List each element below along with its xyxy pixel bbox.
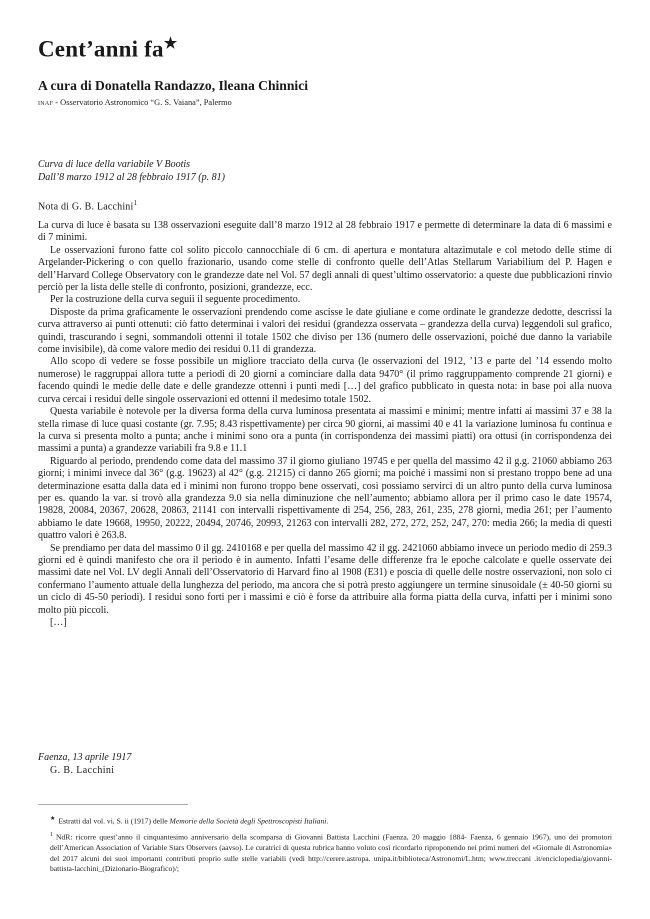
paragraph: Le osservazioni furono fatte col solito piccolo cannocchiale di 6 cm. di apertura e montatura altazimutale e col metodo delle stime di Argelander-Pickering o con quello frazionario, usando come stelle di confronto quelle dell’Atlas Stellarum Variabilium del P. Hagen e dell’Harvard College Observatory con le grandezze date nel Vol. 57 degli annali di quest’ultimo osservatorio: a queste due pubblicazioni rinvio perciò per la lista delle stelle di confronto, posizioni, grandezze, ecc.: [38, 244, 612, 294]
article-body: [38, 220, 612, 629]
paragraph: La curva di luce è basata su 138 osservazioni eseguite dall’8 marzo 1912 al 28 febbraio 1917 e permette di determinare la data di 6 massimi e di 7 minimi.: [38, 220, 612, 244]
article-date-range: Dall’8 marzo 1912 al 28 febbraio 1917 (p. 81): [38, 172, 225, 183]
footnote-star-text-post: .: [326, 816, 329, 826]
note-author: [38, 199, 137, 212]
footnote-one-text: NdR: ricorre quest’anno il cinquantesimo anniversario della scomparsa di Giovanni Battista Lacchini (Faenza, 20 maggio 1884- Faenza, 6 gennaio 1967), uno dei promotori dell’American Association of Variable Stars Observers (aavso). Le curatrici di questa rubrica hanno voluto così ricordarlo riproponendo nei primi numeri del «Giornale di Astronomia» del 2017 alcuni dei suoi importanti contributi proprio sulle stelle variabili (vedi http://cerere.astropa. unipa.it/biblioteca/Astronomi/L.htm; www.treccani .it/enciclopedia/giovanni-battista-lacchini_(Dizionario-Biografico)/;: [50, 832, 612, 874]
footnote-star: [38, 814, 612, 827]
footnote-star-journal: Memorie della Società degli Spettroscopisti Italiani: [169, 816, 327, 826]
paragraph: Disposte da prima graficamente le osservazioni prendendo come ascisse le date giuliane e come ordinate le grandezze dedotte, descrissi la curva attraverso ai punti ottenuti: ciò fatto determinai i valori dei residui (grandezza osservata – grandezza della curva) leggendoli sul grafico, quindi, trascurando i segni, sommandoli ottenni il totale 1502 che diviso per 136 (numero delle osservazioni, poiché due danno la variabile come invisibile), dà come valore medio dei residui 0.11 di grandezza.: [38, 306, 612, 356]
footnote-divider: [38, 804, 188, 805]
paragraph: Questa variabile è notevole per la diversa forma della curva luminosa presentata ai massimi e minimi; mentre infatti ai massimi 37 e 38 la stella rimase di luce quasi costante (gr. 7.95; 8.43 rispettivamente) per circa 90 giorni, ai massimi 40 e 41 la variazione luminosa fu continua e la curva si presenta molto a punta; anche i minimi sono ora a punta (in corrispondenza dei massimi piatti) ora ottusi (in corrispondenza dei massimi a punta) a grandezze variabili fra 9.8 e 11.1: [38, 406, 612, 455]
paragraph: Se prendiamo per data del massimo 0 il gg. 2410168 e per quella del massimo 42 il gg. 2421060 abbiamo invece un periodo medio di 259.3 giorni ed è quindi manifesto che ora il periodo è in aumento. Infatti l’esame delle differenze fra le epoche calcolate e quelle osservate dei massimi date nel Vol. LV degli Annali dell’Osservatorio di Harvard fino al 1908 (E31) e poscia di quelle delle nostre osservazioni, non solo ci confermano l’aumento attuale della lunghezza del periodo, ma ancora che si potrà presto aggiungere un termine sinusoidale (± 40-50 giorni su un ciclo di 45-50 periodi). I residui sono forti per i massimi e ciò è forse da attribuire alla forma piatta della curva, infatti per i minimi sono molto più piccoli.: [38, 542, 612, 616]
article-citation: [38, 158, 225, 184]
paragraph: Riguardo al periodo, prendendo come data del massimo 37 il giorno giuliano 19745 e per quella del massimo 42 il g.g. 21060 abbiamo 263 giorni; i minimi invece dal 36° (g.g. 19623) al 42° (g.g. 21215) ci danno 265 giorni; ma poiché i massimi non si prestano troppo bene ad una determinazione esatta dalla data ed i minimi non furono troppo bene osservati, così possiamo servirci di un altro punto della curva luminosa per es. quando la var. si trovò alla grandezza 9.0 sia nella diminuzione che nell’aumento; abbiamo allora per il primo caso le date 19574, 19828, 20084, 20367, 20628, 20863, 21141 con intervalli rispettivamente di 254, 256, 283, 261, 235, 278 giorni, media 261; per l’aumento abbiamo le date 19668, 19950, 20222, 20494, 20746, 20993, 21263 con intervalli 282, 272, 272, 252, 247, 270: media 266; la media di questi quattro valori è 263.8.: [38, 455, 612, 542]
paragraph: Allo scopo di vedere se fosse possibile un migliore tracciato della curva (le osservazioni del 1912, ’13 e parte del ’14 essendo molto numerose) le raggruppai allora tutte a periodi di 20 giorni a cominciare dalla data 9470° (il primo raggruppamento comprende 21 giorni) e facendo quindi le medie delle date e delle grandezze ottenni i punti medi […] del grafico pubblicato in questa nota: in base poi alla nuova curva cercai i residui delle singole osservazioni ed ottenni il medesimo totale 1502.: [38, 356, 612, 405]
title-footnote-mark: ★: [163, 36, 178, 52]
article-title: Curva di luce della variabile V Bootis: [38, 159, 191, 170]
footnote-one: [38, 830, 612, 875]
curators-line: A cura di Donatella Randazzo, Ileana Chinnici: [38, 78, 309, 93]
section-title: [38, 34, 177, 63]
affiliation-org: inaf: [38, 98, 54, 107]
affiliation-line: [38, 98, 232, 107]
signature-place-date: Faenza, 13 aprile 1917: [38, 752, 132, 763]
paragraph-ellipsis: […]: [50, 617, 67, 628]
footnote-star-mark: ★: [50, 816, 56, 822]
note-author-text: Nota di G. B. Lacchini: [38, 201, 134, 213]
signature-name: G. B. Lacchini: [50, 765, 115, 776]
paragraph: Per la costruzione della curva seguii il seguente procedimento.: [50, 294, 301, 306]
section-title-text: Cent’anni fa: [38, 36, 164, 62]
affiliation-rest: - Osservatorio Astronomico “G. S. Vaiana”, Palermo: [53, 98, 232, 107]
signature: [38, 751, 131, 777]
footnote-star-text-pre: Estratti dal vol. vi, S. ii (1917) delle: [58, 816, 170, 826]
footnote-one-mark: 1: [50, 832, 53, 838]
note-author-mark: 1: [133, 199, 138, 207]
